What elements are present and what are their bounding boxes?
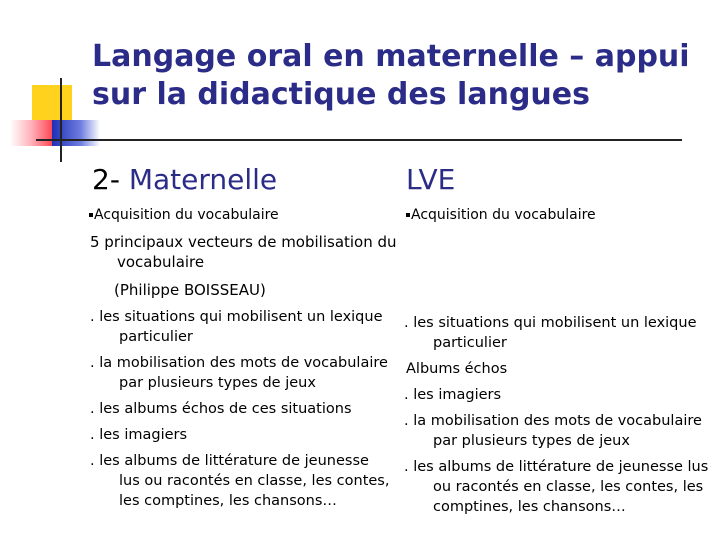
list-item: . la mobilisation des mots de vocabulaire par plusieurs types de jeux	[404, 413, 702, 449]
left-heading-text: Maternelle	[128, 163, 278, 196]
list-item: . la mobilisation des mots de vocabulaire par plusieurs types de jeux	[90, 355, 388, 391]
left-column-heading	[92, 163, 277, 197]
left-heading-number: 2-	[92, 163, 129, 196]
list-item: . les imagiers	[404, 387, 502, 403]
left-bullet	[89, 206, 279, 224]
bullet-square-icon	[89, 213, 93, 217]
right-bullet	[406, 206, 596, 224]
list-item: . les situations qui mobilisent un lexique particulier	[90, 309, 383, 345]
decor-yellow-square	[32, 85, 72, 125]
list-item: Albums échos	[406, 361, 508, 377]
decor-vertical-line	[60, 78, 62, 162]
decor-pink-gradient-square	[10, 120, 58, 146]
list-item: . les imagiers	[90, 427, 188, 443]
list-item: . les albums échos de ces situations	[90, 401, 352, 417]
bullet-square-icon	[406, 213, 410, 217]
left-bullet-text: Acquisition du vocabulaire	[94, 207, 279, 223]
right-column-heading: LVE	[406, 163, 456, 196]
slide-title: Langage oral en maternelle – appui sur la didactique des langues	[92, 39, 690, 112]
title-underline	[36, 139, 682, 141]
left-list	[90, 307, 390, 511]
list-item: . les situations qui mobilisent un lexique particulier	[404, 315, 697, 351]
vecteurs-text: 5 principaux vecteurs de mobilisation du vocabulaire	[90, 233, 397, 271]
list-item: . les albums de littérature de jeunesse lus ou racontés en classe, les contes, les comptines, les chansons…	[90, 453, 390, 509]
right-list	[404, 313, 714, 517]
right-bullet-text: Acquisition du vocabulaire	[411, 207, 596, 223]
author-reference: (Philippe BOISSEAU)	[114, 281, 266, 299]
list-item: . les albums de littérature de jeunesse lus ou racontés en classe, les contes, les comptines, les chansons…	[404, 459, 709, 515]
